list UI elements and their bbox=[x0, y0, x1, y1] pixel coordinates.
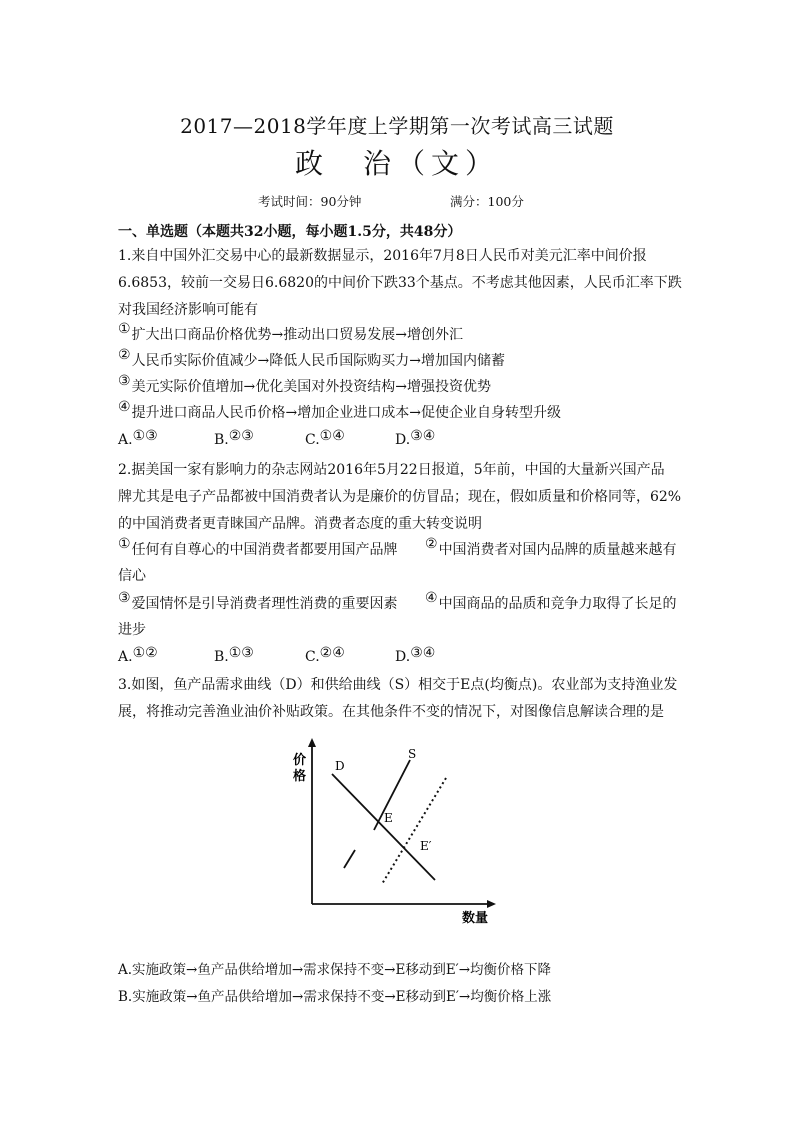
item-number: ③ bbox=[118, 373, 131, 389]
supply-demand-figure bbox=[290, 738, 500, 928]
q2-choice-d: D.③④ bbox=[395, 645, 436, 665]
exam-title: 2017—2018学年度上学期第一次考试高三试题 bbox=[180, 114, 614, 138]
q2-choice-a: A.①② bbox=[118, 645, 158, 665]
q2-item: ③爱国情怀是引导消费者理性消费的重要因素 bbox=[118, 590, 398, 612]
x-axis-arrow bbox=[487, 900, 496, 908]
q1-choice-c: C.①④ bbox=[305, 428, 345, 448]
x-axis-label: 数量 bbox=[462, 911, 489, 926]
q2-stem-line: 牌尤其是电子产品都被中国消费者认为是廉价的仿冒品；现在，假如质量和价格同等，62% bbox=[118, 489, 682, 505]
q1-item bbox=[118, 400, 561, 426]
q2-stem-line: 的中国消费者更青睐国产品牌。消费者态度的重大转变说明 bbox=[118, 516, 482, 532]
item-text: 美元实际价值增加→优化美国对外投资结构→增强投资优势 bbox=[131, 379, 492, 395]
q1-stem-line: 1.来自中国外汇交易中心的最新数据显示，2016年7月8日人民币对美元汇率中间价报 bbox=[118, 248, 647, 264]
exam-subject: 政 治（文） bbox=[294, 147, 499, 180]
demand-curve bbox=[332, 774, 435, 880]
q2-item: ②中国消费者对国内品牌的质量越来越有 bbox=[425, 536, 677, 558]
y-axis-arrow bbox=[308, 738, 316, 747]
q2-item: ①任何有自尊心的中国消费者都要用国产品牌 bbox=[118, 536, 398, 558]
item-text: 人民币实际价值减少→降低人民币国际购买力→增加国内储蓄 bbox=[131, 353, 506, 369]
item-text: 扩大出口商品价格优势→推动出口贸易发展→增创外汇 bbox=[131, 327, 464, 343]
equilibrium-label: E bbox=[384, 811, 393, 825]
q1-choice-d: D.③④ bbox=[395, 428, 436, 448]
q3-choice-b: B.实施政策→鱼产品供给增加→需求保持不变→E移动到E′→均衡价格上涨 bbox=[118, 989, 552, 1005]
item-number: ② bbox=[118, 347, 131, 363]
supply-label: S bbox=[408, 747, 417, 761]
q1-item bbox=[118, 322, 463, 348]
q1-item bbox=[118, 374, 491, 400]
y-axis-label: 格 bbox=[293, 769, 307, 784]
q1-stem-line: 6.6853，较前一交易日6.6820的中间价下跌33个基点。不考虑其他因素，人民币汇率下跌 bbox=[118, 275, 682, 291]
supply-curve-segment bbox=[344, 850, 355, 868]
q1-stem-line: 对我国经济影响可能有 bbox=[118, 302, 258, 318]
q2-item-cont: 进步 bbox=[118, 622, 146, 638]
section-heading: 一、单选题（本题共32小题，每小题1.5分，共48分） bbox=[118, 224, 462, 240]
q3-choice-a: A.实施政策→鱼产品供给增加→需求保持不变→E移动到E′→均衡价格下降 bbox=[118, 962, 552, 978]
q1-item bbox=[118, 348, 505, 374]
q2-choice-c: C.②④ bbox=[305, 645, 345, 665]
q3-stem-line: 展，将推动完善渔业油价补贴政策。在其他条件不变的情况下，对图像信息解读合理的是 bbox=[118, 704, 664, 720]
y-axis-label: 价 bbox=[293, 753, 307, 768]
demand-label: D bbox=[335, 759, 345, 773]
q2-stem-line: 2.据美国一家有影响力的杂志网站2016年5月22日报道，5年前，中国的大量新兴国产品 bbox=[118, 462, 665, 478]
new-equilibrium-label: E′ bbox=[420, 839, 432, 853]
q2-choice-b: B.①③ bbox=[214, 645, 254, 665]
q1-choice-a: A.①③ bbox=[118, 428, 158, 448]
q3-stem-line: 3.如图，鱼产品需求曲线（D）和供给曲线（S）相交于E点(均衡点)。农业部为支持渔业发 bbox=[118, 677, 678, 693]
exam-time: 考试时间：90分钟 bbox=[258, 194, 362, 209]
q2-item: ④中国商品的品质和竞争力取得了长足的 bbox=[425, 590, 677, 612]
exam-score: 满分：100分 bbox=[450, 194, 524, 209]
item-number: ① bbox=[118, 321, 131, 337]
q2-item-cont: 信心 bbox=[118, 568, 146, 584]
item-number: ④ bbox=[118, 399, 131, 415]
q1-choice-b: B.②③ bbox=[214, 428, 254, 448]
item-text: 提升进口商品人民币价格→增加企业进口成本→促使企业自身转型升级 bbox=[131, 405, 562, 421]
